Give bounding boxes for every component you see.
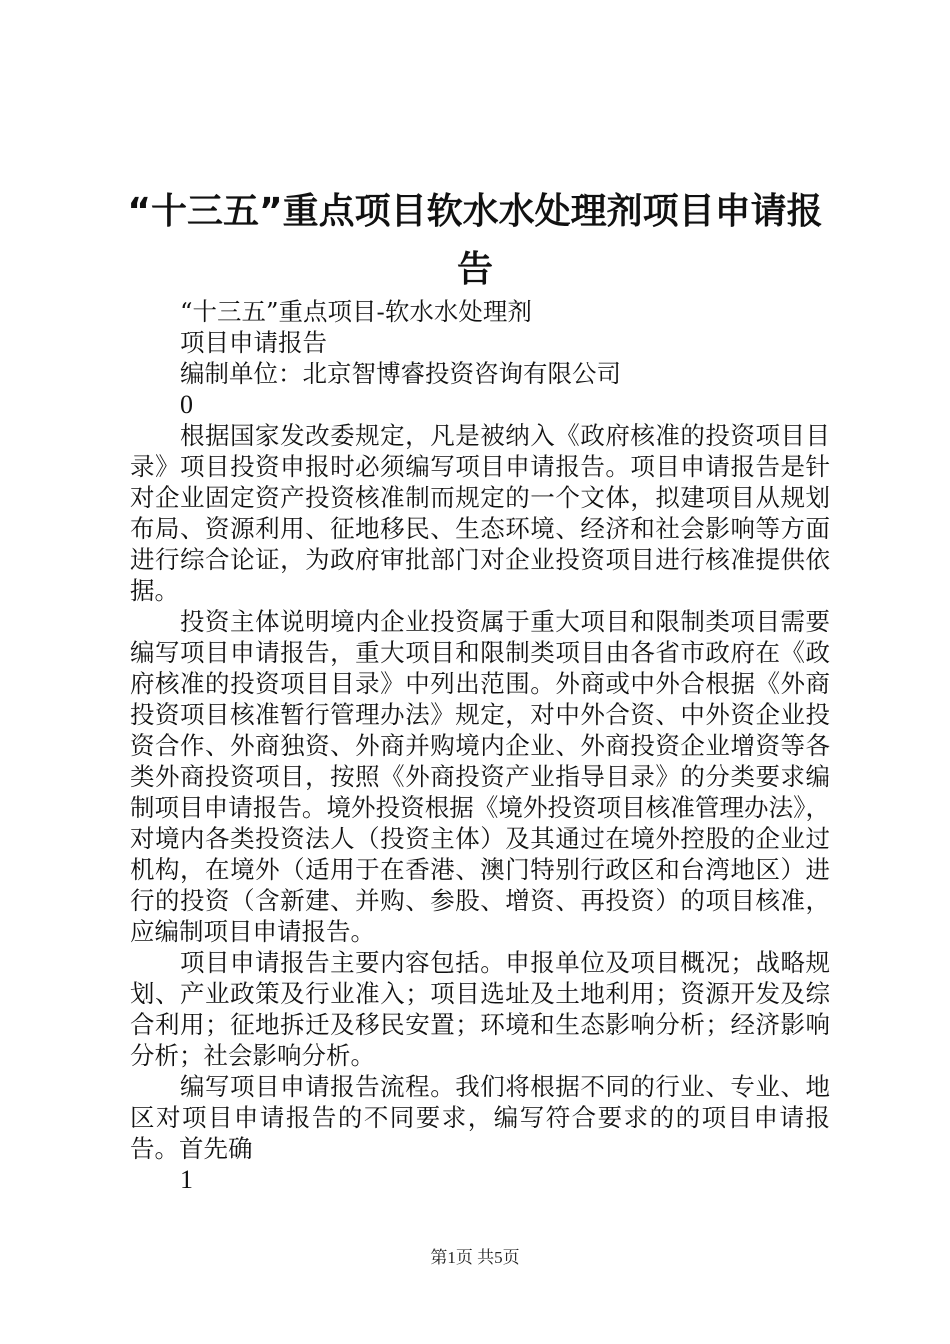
paragraph-4: 编写项目申请报告流程。我们将根据不同的行业、专业、地区对项目申请报告的不同要求，编写符合要求的的项目申请报告。首先确 xyxy=(130,1072,830,1163)
page-marker-0: 0 xyxy=(180,390,193,419)
paragraph-2: 投资主体说明境内企业投资属于重大项目和限制类项目需要编写项目申请报告，重大项目和限制类项目由各省市政府在《政府核准的投资项目目录》中列出范围。外商或中外合根据《外商投资项目核准暂行管理办法》规定，对中外合资、中外资企业投资合作、外商独资、外商并购境内企业、外商投资企业增资等各类外商投资项目，按照《外商投资产业指导目录》的分类要求编制项目申请报告。境外投资根据《境外投资项目核准管理办法》，对境内各类投资法人（投资主体）及其通过在境外控股的企业过机构，在境外（适用于在香港、澳门特别行政区和台湾地区）进行的投资（含新建、并购、参股、增资、再投资）的项目核准，应编制项目申请报告。 xyxy=(130,607,830,946)
document-title-line-2: 告 xyxy=(456,249,493,290)
paragraph-3: 项目申请报告主要内容包括。申报单位及项目概况；战略规划、产业政策及行业准入；项目选址及土地利用；资源开发及综合利用；征地拆迁及移民安置；环境和生态影响分析；经济影响分析；社会影响分析。 xyxy=(130,948,830,1070)
page-footer: 第1页 共5页 xyxy=(430,1248,520,1267)
subtitle-line-1: “十三五”重点项目-软水水处理剂 xyxy=(180,297,532,326)
page-marker-1: 1 xyxy=(180,1165,193,1194)
subtitle-line-2: 项目申请报告 xyxy=(180,328,327,357)
document-body xyxy=(130,296,830,1195)
document-title-line-1: “十三五”重点项目软水水处理剂项目申请报 xyxy=(127,191,823,232)
compiler-line: 编制单位：北京智博睿投资咨询有限公司 xyxy=(180,359,621,388)
paragraph-1: 根据国家发改委规定，凡是被纳入《政府核准的投资项目目录》项目投资申报时必须编写项目申请报告。项目申请报告是针对企业固定资产投资核准制而规定的一个文体，拟建项目从规划布局、资源利用、征地移民、生态环境、经济和社会影响等方面进行综合论证，为政府审批部门对企业投资项目进行核准提供依据。 xyxy=(130,421,830,605)
